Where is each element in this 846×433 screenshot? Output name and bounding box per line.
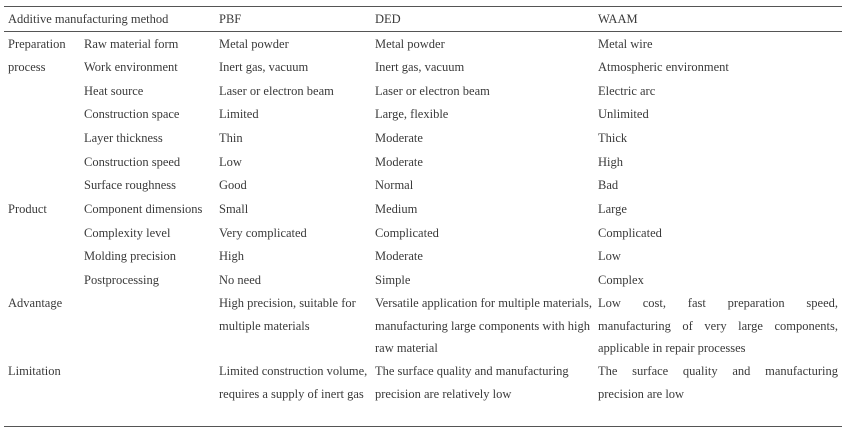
header-rule: [4, 31, 842, 32]
table-row: [0, 270, 846, 290]
row-param: Molding precision: [84, 249, 177, 263]
group-product: Product: [8, 202, 47, 216]
advantage-pbf: High precision, suitable for multiple materials: [219, 296, 356, 333]
row-pbf: Small: [219, 202, 249, 216]
row-waam: High: [598, 155, 623, 169]
group-limitation: Limitation: [8, 364, 61, 378]
row-ded: Complicated: [375, 226, 439, 240]
row-waam: Electric arc: [598, 84, 656, 98]
row-ded: Large, flexible: [375, 107, 449, 121]
row-pbf: High: [219, 249, 244, 263]
row-ded: Normal: [375, 178, 414, 192]
row-ded: Moderate: [375, 249, 423, 263]
row-ded: Metal powder: [375, 37, 445, 51]
table-row: [0, 199, 846, 219]
row-ded: Moderate: [375, 155, 423, 169]
row-waam: Large: [598, 202, 627, 216]
table-row: [0, 223, 846, 243]
row-pbf: Thin: [219, 131, 243, 145]
row-param: Postprocessing: [84, 273, 159, 287]
row-pbf: Good: [219, 178, 247, 192]
header-pbf: PBF: [219, 12, 242, 26]
top-rule: [4, 6, 842, 7]
table-row: [0, 57, 846, 77]
advantage-ded: Versatile application for multiple materials, manufacturing large components with high raw material: [375, 296, 592, 355]
row-pbf: Inert gas, vacuum: [219, 60, 309, 74]
limitation-ded: The surface quality and manufacturing precision are relatively low: [375, 364, 569, 401]
row-waam: Thick: [598, 131, 628, 145]
table-row: [0, 81, 846, 101]
row-param: Work environment: [84, 60, 178, 74]
row-ded: Laser or electron beam: [375, 84, 490, 98]
limitation-pbf: Limited construction volume, requires a supply of inert gas: [219, 364, 368, 401]
table-row: [0, 104, 846, 124]
group-advantage: Advantage: [8, 296, 63, 310]
table-row: [0, 246, 846, 266]
row-param: Construction speed: [84, 155, 181, 169]
row-waam: Complex: [598, 273, 644, 287]
row-waam: Bad: [598, 178, 619, 192]
row-param: Heat source: [84, 84, 144, 98]
header-row: [0, 9, 846, 29]
row-waam: Unlimited: [598, 107, 649, 121]
row-ded: Simple: [375, 273, 411, 287]
row-param: Construction space: [84, 107, 180, 121]
row-pbf: No need: [219, 273, 261, 287]
row-waam: Low: [598, 249, 621, 263]
row-pbf: Laser or electron beam: [219, 84, 334, 98]
row-param: Component dimensions: [84, 202, 203, 216]
bottom-rule: [4, 426, 842, 427]
row-waam: Metal wire: [598, 37, 653, 51]
group-preparation-line2: process: [8, 60, 46, 74]
table-row: [0, 175, 846, 195]
row-waam: Atmospheric environment: [598, 60, 729, 74]
row-ded: Medium: [375, 202, 418, 216]
row-pbf: Limited: [219, 107, 259, 121]
row-param: Complexity level: [84, 226, 171, 240]
table-row: [0, 152, 846, 172]
limitation-waam: The surface quality and manufacturing precision are low: [598, 364, 838, 401]
row-waam: Complicated: [598, 226, 662, 240]
row-pbf: Low: [219, 155, 242, 169]
row-ded: Moderate: [375, 131, 423, 145]
table-row: [0, 34, 846, 54]
group-preparation-line1: Preparation: [8, 37, 66, 51]
header-method: Additive manufacturing method: [8, 12, 169, 26]
row-param: Layer thickness: [84, 131, 163, 145]
table-row: [0, 128, 846, 148]
row-pbf: Very complicated: [219, 226, 307, 240]
row-param: Surface roughness: [84, 178, 176, 192]
header-ded: DED: [375, 12, 401, 26]
row-ded: Inert gas, vacuum: [375, 60, 465, 74]
row-param: Raw material form: [84, 37, 179, 51]
header-waam: WAAM: [598, 12, 638, 26]
row-pbf: Metal powder: [219, 37, 289, 51]
advantage-waam: Low cost, fast preparation speed, manufacturing of very large components, applicable in repair processes: [598, 296, 838, 355]
